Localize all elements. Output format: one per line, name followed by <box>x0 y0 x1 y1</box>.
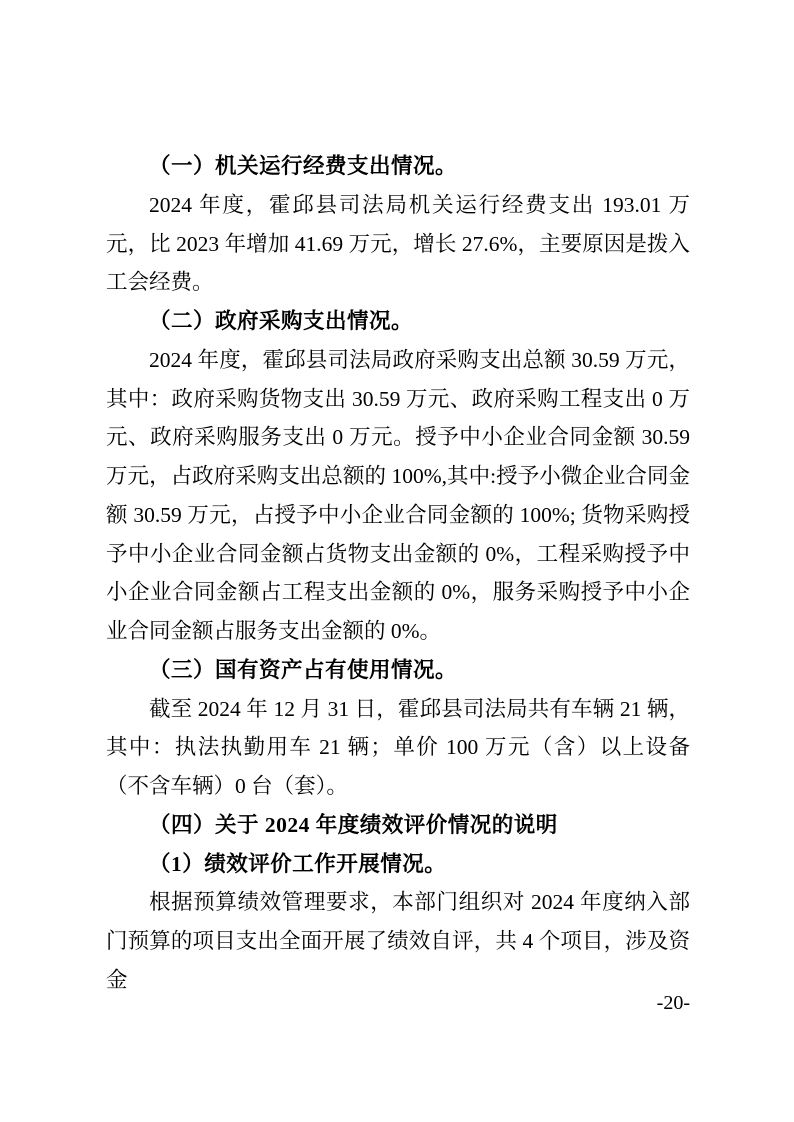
section-2-paragraph: 2024 年度，霍邱县司法局政府采购支出总额 30.59 万元，其中：政府采购货物支出 30.59 万元、政府采购工程支出 0 万元、政府采购服务支出 0 万元。授予中小企业合同金额 30.59 万元，占政府采购支出总额的 100%,其中:授予小微企业合同金额 30.59 万元，占授予中小企业合同金额的 100%; 货物采购授予中小企业合同金额占货物支出金额的 0%，工程采购授予中小企业合同金额占工程支出金额的 0%，服务采购授予中小企业合同金额占服务支出金额的 0%。 <box>106 347 690 643</box>
page-footer <box>106 988 690 1018</box>
page-number: -20- <box>656 992 690 1014</box>
section-heading-2: （二）政府采购支出情况。 <box>149 309 414 333</box>
section-heading-4: （四）关于 2024 年度绩效评价情况的说明 <box>149 812 558 837</box>
section-heading-3: （三）国有资产占有使用情况。 <box>149 657 458 682</box>
section-1-paragraph: 2024 年度，霍邱县司法局机关运行经费支出 193.01 万元，比 2023 年增加 41.69 万元，增长 27.6%，主要原因是拨入工会经费。 <box>106 192 690 295</box>
section-heading-1: （一）机关运行经费支出情况。 <box>149 154 458 178</box>
document-body <box>106 147 690 1000</box>
section-3-paragraph: 截至 2024 年 12 月 31 日，霍邱县司法局共有车辆 21 辆，其中：执法执勤用车 21 辆；单价 100 万元（含）以上设备（不含车辆）0 台（套）。 <box>106 696 690 798</box>
section-4-paragraph: 根据预算绩效管理要求，本部门组织对 2024 年度纳入部门预算的项目支出全面开展了绩效自评，共 4 个项目，涉及资金 <box>106 890 690 992</box>
section-4-subheading-1: （1）绩效评价工作开展情况。 <box>149 851 447 876</box>
